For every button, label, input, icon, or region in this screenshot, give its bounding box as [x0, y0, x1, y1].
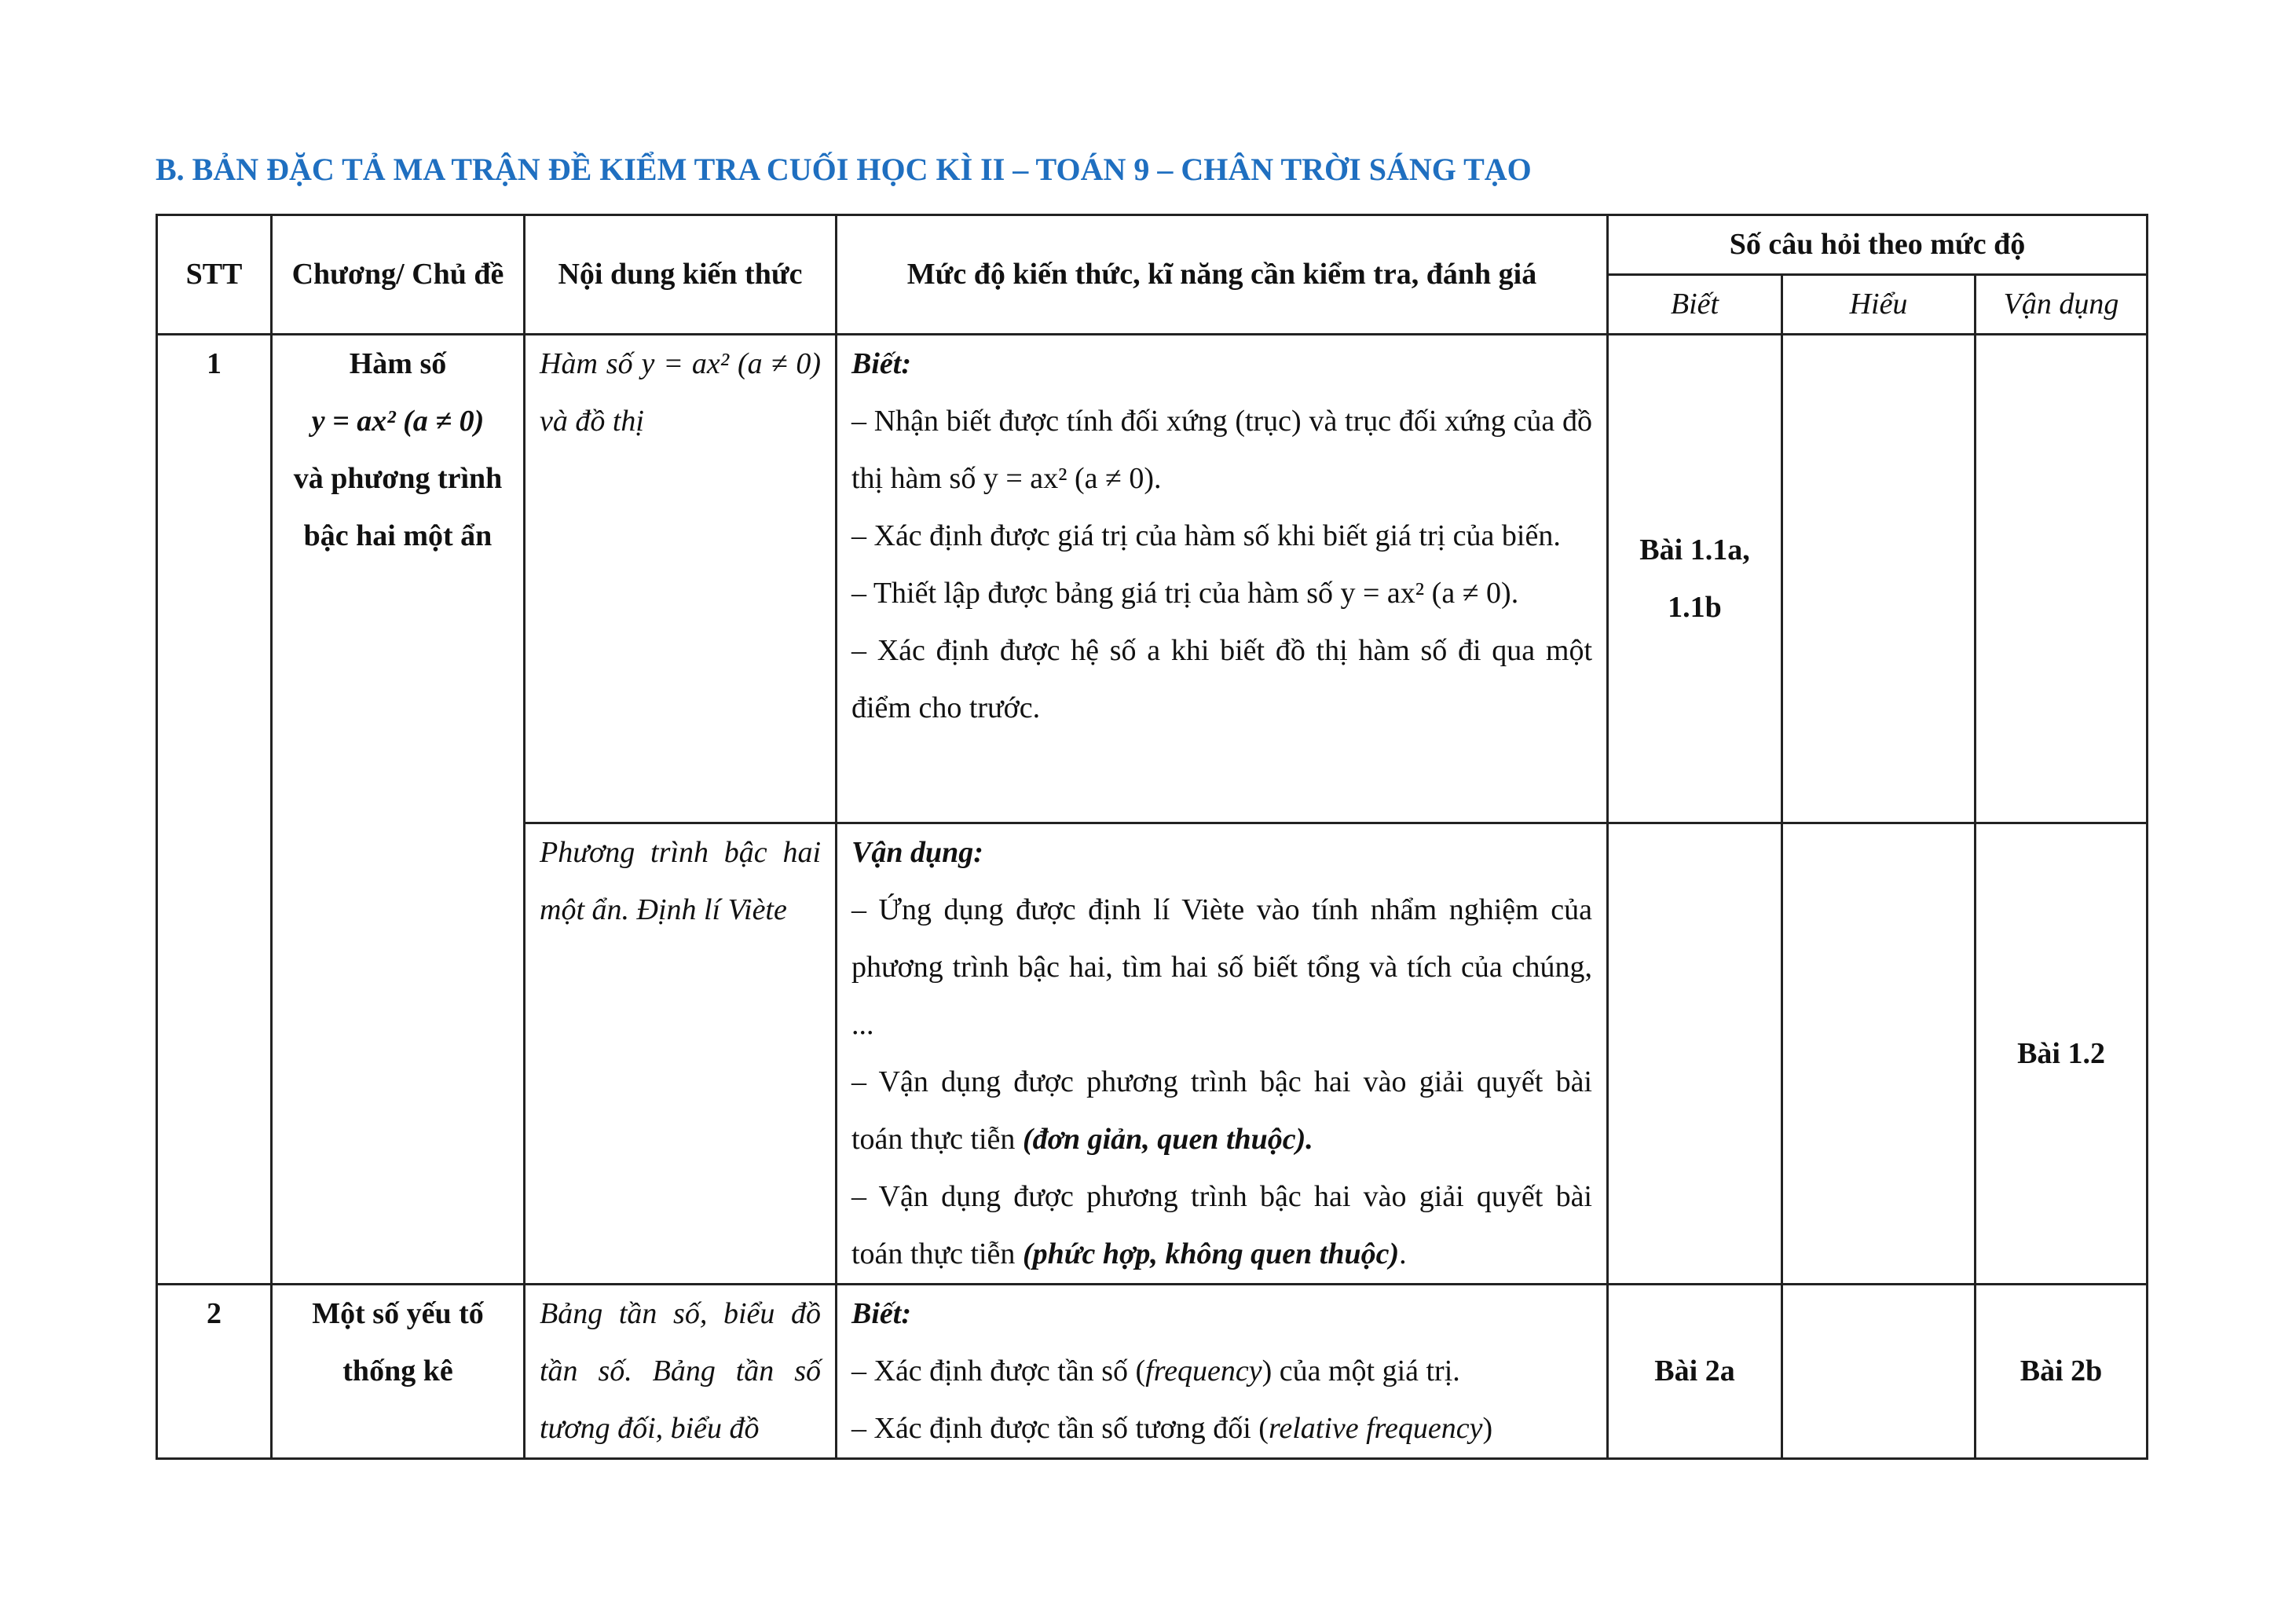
- item-term: relative frequency: [1268, 1412, 1483, 1445]
- row-stt: 2: [157, 1285, 272, 1459]
- list-item: – Thiết lập được bảng giá trị của hàm số y = ax² (a ≠ 0).: [851, 577, 1519, 610]
- item-text: – Vận dụng được phương trình bậc hai vào giải quyết bài toán thực tiễn: [851, 1065, 1592, 1156]
- list-item: [851, 1400, 1592, 1457]
- header-van-dung: Vận dụng: [1976, 275, 2148, 335]
- table-row: [157, 335, 2148, 823]
- header-chuong: Chương/ Chủ đề: [272, 215, 525, 335]
- table-row: [157, 1285, 2148, 1459]
- header-row: [157, 215, 2148, 275]
- list-item: [851, 1343, 1592, 1400]
- header-so-cau: Số câu hỏi theo mức độ: [1608, 215, 2148, 275]
- row-muc-do: [837, 1285, 1608, 1459]
- list-item: – Xác định được giá trị của hàm số khi biết giá trị của biến.: [851, 519, 1561, 552]
- row-muc-do: [837, 335, 1608, 823]
- chuong-line3: và phương trình bậc hai một ẩn: [293, 462, 503, 552]
- cell-hieu: [1782, 1285, 1976, 1459]
- header-noi-dung: Nội dung kiến thức: [525, 215, 837, 335]
- level-label: Biết:: [851, 347, 911, 380]
- item-text: – Xác định được tần số (: [851, 1355, 1146, 1388]
- item-end: .: [1399, 1237, 1407, 1270]
- header-stt: STT: [157, 215, 272, 335]
- header-hieu: Hiểu: [1782, 275, 1976, 335]
- item-emphasis: (đơn giản, quen thuộc).: [1022, 1123, 1313, 1156]
- spec-matrix-table: [156, 214, 2148, 1460]
- list-item: – Nhận biết được tính đối xứng (trục) và trục đối xứng của đồ thị hàm số y = ax² (a ≠ 0).: [851, 405, 1592, 495]
- row-chuong: Một số yếu tố thống kê: [272, 1285, 525, 1459]
- cell-hieu: [1782, 823, 1976, 1285]
- list-item: [851, 1168, 1592, 1283]
- list-item: – Ứng dụng được định lí Viète vào tính nhẩm nghiệm của phương trình bậc hai, tìm hai số biết tổng và tích của chúng, ...: [851, 893, 1592, 1041]
- row-noi-dung: [525, 335, 837, 823]
- cell-biet: Bài 1.1a, 1.1b: [1608, 335, 1782, 823]
- cell-biet: Bài 2a: [1608, 1285, 1782, 1459]
- row-muc-do: [837, 823, 1608, 1285]
- row-noi-dung: Phương trình bậc hai một ẩn. Định lí Viète: [525, 823, 837, 1285]
- item-emphasis: (phức hợp, không quen thuộc): [1022, 1237, 1400, 1270]
- cell-hieu: [1782, 335, 1976, 823]
- noi-dung-rest: (a ≠ 0) và đồ thị: [540, 347, 822, 438]
- list-item: [851, 1054, 1592, 1168]
- item-text: ) của một giá trị.: [1262, 1355, 1460, 1388]
- header-biet: Biết: [1608, 275, 1782, 335]
- cell-van-dung: Bài 1.2: [1976, 823, 2148, 1285]
- cell-van-dung: [1976, 335, 2148, 823]
- level-label: Vận dụng:: [851, 836, 983, 869]
- list-item: – Xác định được hệ số a khi biết đồ thị hàm số đi qua một điểm cho trước.: [851, 634, 1592, 724]
- cell-biet: [1608, 823, 1782, 1285]
- row-stt: 1: [157, 335, 272, 1285]
- header-muc-do: Mức độ kiến thức, kĩ năng cần kiểm tra, đánh giá: [837, 215, 1608, 335]
- chuong-line1: Hàm số: [349, 347, 447, 380]
- chuong-formula: y = ax² (a ≠ 0): [311, 405, 485, 438]
- noi-dung-formula: Hàm số y = ax²: [540, 347, 730, 380]
- cell-van-dung: Bài 2b: [1976, 1285, 2148, 1459]
- row-chuong: [272, 335, 525, 1285]
- item-term: frequency: [1145, 1355, 1262, 1388]
- row-noi-dung: Bảng tần số, biểu đồ tần số. Bảng tần số tương đối, biểu đồ: [525, 1285, 837, 1459]
- page-title: B. BẢN ĐẶC TẢ MA TRẬN ĐỀ KIỂM TRA CUỐI HỌC KÌ II – TOÁN 9 – CHÂN TRỜI SÁNG TẠO: [156, 152, 1532, 187]
- item-text: ): [1482, 1412, 1493, 1445]
- item-text: – Vận dụng được phương trình bậc hai vào giải quyết bài toán thực tiễn: [851, 1180, 1592, 1270]
- level-label: Biết:: [851, 1297, 911, 1330]
- item-text: – Xác định được tần số tương đối (: [851, 1412, 1269, 1445]
